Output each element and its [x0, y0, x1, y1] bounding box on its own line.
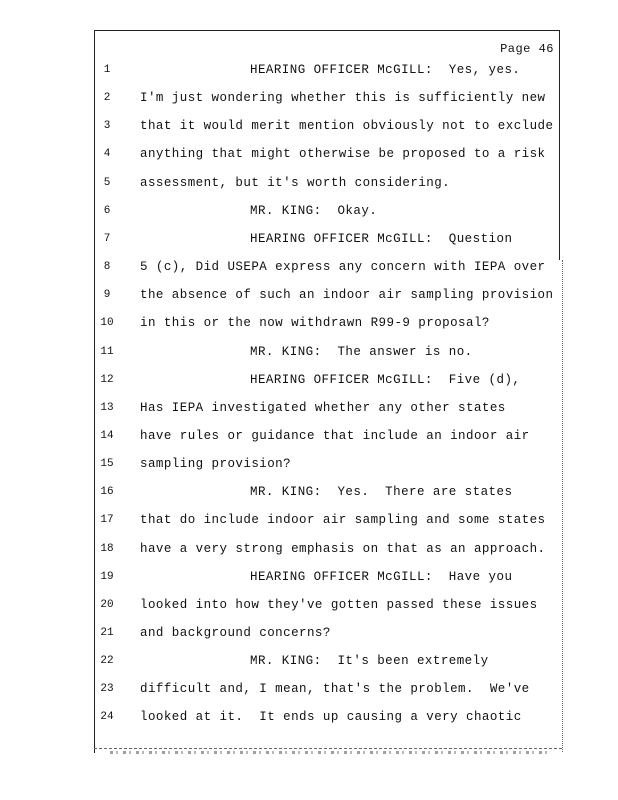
speaker-line-text: HEARING OFFICER McGILL: Five (d), [250, 372, 521, 387]
line-text: that it would merit mention obviously not to exclude [140, 119, 554, 134]
transcript-line [0, 542, 618, 562]
transcript-line [0, 710, 618, 730]
transcript-line [0, 570, 618, 590]
line-number: 1 [103, 64, 111, 76]
line-text: assessment, but it's worth considering. [140, 175, 451, 190]
transcript-line [0, 147, 618, 167]
transcript-line [0, 232, 618, 252]
line-text: have rules or guidance that include an indoor air [140, 428, 530, 443]
transcript-line [0, 345, 618, 365]
transcript-line [0, 316, 618, 336]
line-text: the absence of such an indoor air sampling provision [140, 288, 554, 303]
line-text: anything that might otherwise be proposed to a risk [140, 147, 546, 162]
speaker-line-text: MR. KING: It's been extremely [250, 654, 489, 669]
transcript-line [0, 457, 618, 477]
line-number: 16 [100, 486, 114, 499]
speaker-line-text: HEARING OFFICER McGILL: Yes, yes. [250, 63, 521, 77]
transcript-line [0, 373, 618, 393]
transcript-line [0, 626, 618, 646]
speaker-line-text: MR. KING: The answer is no. [250, 344, 473, 359]
speaker-line-text: HEARING OFFICER McGILL: Question [250, 231, 513, 246]
line-number: 10 [100, 317, 114, 330]
line-number: 3 [103, 120, 111, 133]
line-text: I'm just wondering whether this is sufficiently new [140, 91, 546, 106]
page-number: Page 46 [500, 42, 554, 56]
line-text: Has IEPA investigated whether any other states [140, 400, 506, 415]
transcript-line [0, 204, 618, 224]
transcript-line [0, 260, 618, 280]
page-frame-top-border [94, 30, 560, 31]
line-number: 7 [103, 232, 111, 245]
line-text: in this or the now withdrawn R99-9 proposal? [140, 316, 490, 331]
line-number: 17 [100, 514, 114, 527]
transcript-line [0, 682, 618, 702]
line-number: 9 [103, 289, 111, 302]
line-number: 5 [103, 176, 111, 189]
line-text: 5 (c), Did USEPA express any concern with IEPA over [140, 260, 546, 275]
line-number: 20 [100, 598, 114, 611]
transcript-line [0, 598, 618, 618]
line-text: looked into how they've gotten passed these issues [140, 597, 538, 612]
transcript-line [0, 485, 618, 505]
page-frame-bottom-border [94, 748, 562, 749]
transcript-line [0, 176, 618, 196]
transcript-line [0, 119, 618, 139]
line-number: 14 [100, 429, 114, 442]
line-text: looked at it. It ends up causing a very chaotic [140, 710, 522, 725]
transcript-line [0, 401, 618, 421]
line-text: that do include indoor air sampling and some states [140, 513, 546, 528]
line-number: 12 [100, 373, 114, 386]
line-text: and background concerns? [140, 626, 331, 640]
line-number: 2 [103, 92, 111, 105]
transcript-line [0, 288, 618, 308]
line-text: sampling provision? [140, 457, 292, 472]
line-number: 23 [100, 683, 114, 696]
line-number: 21 [100, 627, 114, 639]
line-number: 4 [103, 148, 111, 161]
line-number: 15 [100, 458, 114, 471]
line-number: 18 [100, 542, 114, 555]
speaker-line-text: MR. KING: Yes. There are states [250, 485, 513, 500]
line-number: 22 [100, 655, 114, 668]
transcript-line [0, 91, 618, 111]
line-number: 8 [103, 261, 111, 274]
speaker-line-text: MR. KING: Okay. [250, 203, 378, 218]
line-number: 11 [100, 345, 114, 358]
line-text: have a very strong emphasis on that as an approach. [140, 541, 546, 556]
line-number: 6 [103, 204, 111, 217]
speaker-line-text: HEARING OFFICER McGILL: Have you [250, 569, 513, 584]
transcript-line [0, 654, 618, 674]
transcript-line [0, 429, 618, 449]
transcript-line [0, 63, 618, 83]
line-text: difficult and, I mean, that's the problem. We've [140, 682, 530, 697]
line-number: 24 [100, 711, 114, 724]
line-number: 19 [100, 570, 114, 583]
transcript-line [0, 513, 618, 533]
footer-scan-artifact [110, 751, 550, 754]
line-number: 13 [100, 401, 114, 414]
